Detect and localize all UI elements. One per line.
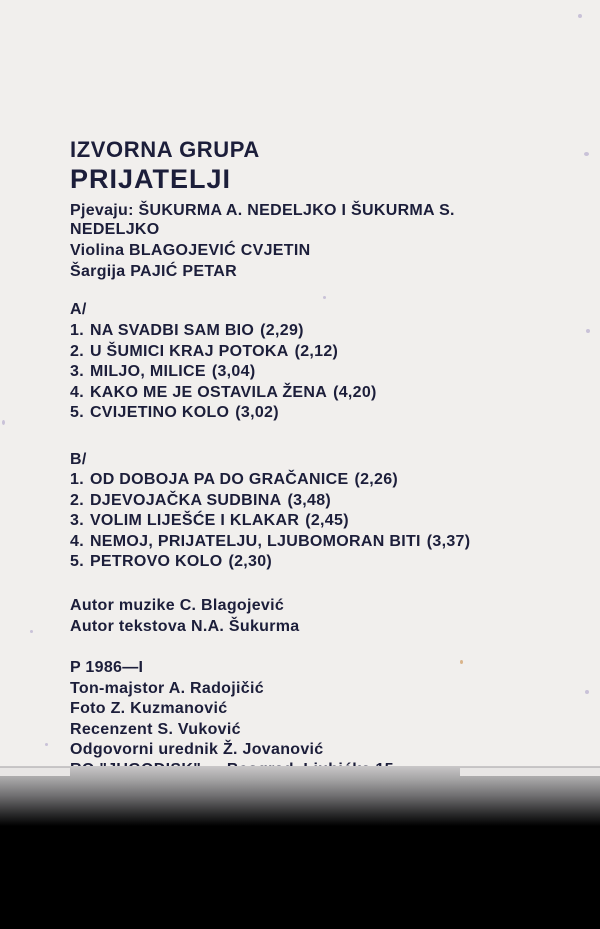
paper-speck [2,420,5,425]
group-name: IZVORNA GRUPA [70,137,260,162]
scan-edge-strip [460,768,600,776]
paper-speck [586,329,590,333]
track-number: 3. [70,363,84,381]
track-number: 5. [70,553,84,571]
track-number: 1. [70,471,84,488]
side-b-label: B/ [70,451,87,468]
photographer: Foto Z. Kuzmanović [70,700,228,717]
track-duration: (3,02) [235,404,279,422]
track-number: 2. [70,342,84,360]
paper-speck [584,152,589,156]
track-title: PETROVO KOLO [89,553,223,571]
paper-speck [460,660,463,664]
track-duration: (3,04) [211,363,256,381]
track-title: KAKO ME JE OSTAVILA ŽENA [89,383,328,401]
track-title: OD DOBOJA PA DO GRAČANICE [89,471,349,488]
track-item [70,470,476,491]
track-duration: (3,37) [426,532,471,550]
side-a-tracklist [70,321,383,424]
track-title: DJEVOJAČKA SUDBINA [89,491,282,509]
track-item [70,552,476,573]
track-title: NEMOJ, PRIJATELJU, LJUBOMORAN BITI [89,532,421,550]
lyrics-author: Autor tekstova N.A. Šukurma [70,618,300,635]
album-title: PRIJATELJI [70,164,232,194]
track-number: 3. [70,512,84,530]
singers-line: Pjevaju: ŠUKURMA A. NEDELJKO I ŠUKURMA S. [70,202,455,219]
track-item [70,532,476,553]
track-number: 4. [70,532,84,550]
track-title: CVIJETINO KOLO [89,404,230,422]
track-title: NA SVADBI SAM BIO [89,322,255,339]
track-item [70,362,383,383]
music-author: Autor muzike C. Blagojević [70,597,285,614]
sound-engineer: Ton-majstor A. Radojičić [70,680,264,697]
paper-speck [323,296,326,299]
paper-speck [585,690,589,694]
violin-credit: Violina BLAGOJEVIĆ CVJETIN [70,242,311,259]
track-number: 2. [70,491,84,509]
track-item [70,342,383,363]
track-item [70,403,383,424]
editor: Odgovorni urednik Ž. Jovanović [70,741,324,758]
track-duration: (2,30) [228,553,273,571]
track-duration: (2,26) [354,471,399,488]
track-duration: (2,12) [294,342,339,360]
track-duration: (3,48) [287,491,332,509]
track-item [70,321,383,342]
singers-line-continued: NEDELJKO [70,221,160,238]
sargija-credit: Šargija PAJIĆ PETAR [70,263,237,280]
track-duration: (2,29) [260,322,304,339]
track-duration: (2,45) [305,512,349,530]
track-number: 4. [70,383,84,401]
paper-speck [578,14,582,18]
track-duration: (4,20) [333,383,377,401]
paper-speck [30,630,33,633]
track-item [70,491,476,512]
track-title: VOLIM LIJEŠĆE I KLAKAR [89,512,300,530]
release-year: P 1986—I [70,659,144,676]
side-a-label: A/ [70,301,87,318]
paper-speck [45,743,48,746]
track-number: 5. [70,404,84,422]
track-number: 1. [70,322,84,339]
reviewer: Recenzent S. Vuković [70,721,241,738]
track-title: MILJO, MILICE [89,363,206,381]
track-item [70,383,383,404]
side-b-tracklist [70,470,476,573]
track-title: U ŠUMICI KRAJ POTOKA [89,342,289,360]
track-item [70,511,476,532]
scan-edge-strip [0,768,70,776]
